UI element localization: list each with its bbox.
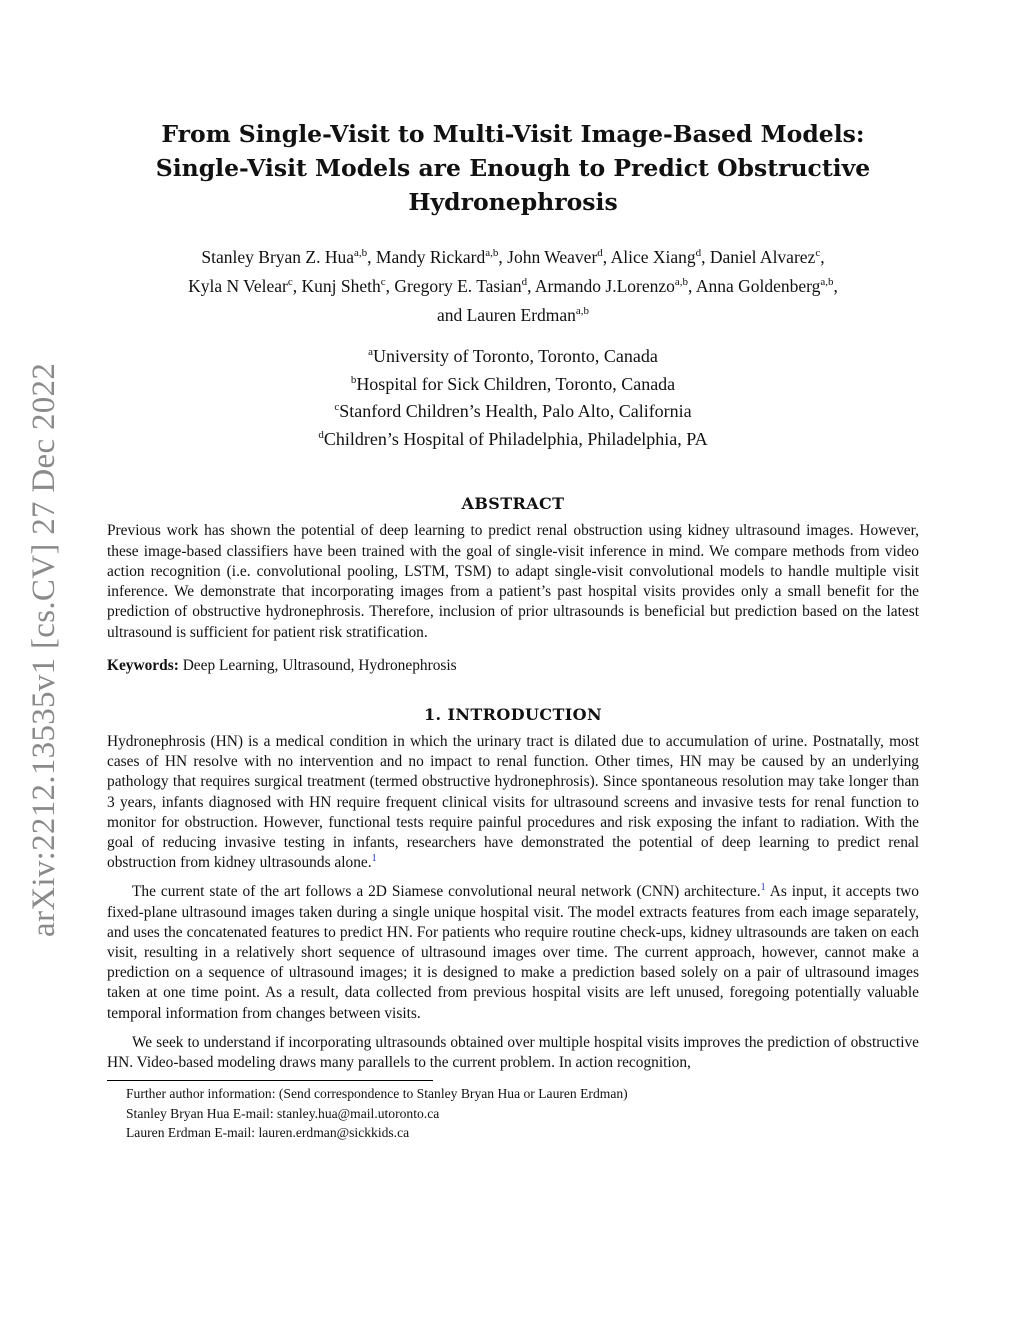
footnote: Lauren Erdman E-mail: lauren.erdman@sickkids.ca [126, 1125, 410, 1141]
footnote-divider [107, 1080, 433, 1081]
author-affiliation-mark: a,b [674, 275, 689, 288]
author-name: Gregory E. Tasian [394, 275, 522, 296]
affiliation-mark: a [368, 346, 374, 359]
abstract-heading: ABSTRACT [461, 494, 565, 514]
affiliation-text: University of Toronto, Toronto, Canada [373, 346, 658, 367]
affiliation-list [107, 341, 919, 451]
citation-link[interactable]: 1 [760, 882, 766, 894]
intro-paragraph-1 [107, 732, 919, 873]
author-affiliation-mark: a,b [485, 247, 499, 259]
author-affiliation-mark: d [521, 275, 528, 288]
author-affiliation-mark: a,b [575, 304, 590, 317]
author-name: Kyla N Velear [188, 275, 288, 296]
affiliation-mark: c [334, 401, 340, 414]
footnote: Further author information: (Send correspondence to Stanley Bryan Hua or Lauren Erdman) [126, 1086, 628, 1102]
introduction-heading: 1. INTRODUCTION [423, 704, 603, 724]
author-name: Anna Goldenberg [695, 275, 821, 296]
author-affiliation-mark: d [597, 247, 603, 259]
paper-title: From Single-Visit to Multi-Visit Image-Based Models: Single-Visit Models are Enough to Predict Obstructive Hydronephrosis [155, 120, 871, 216]
keywords-label: Keywords: [107, 656, 179, 674]
affiliation [107, 396, 919, 424]
paragraph-text: As input, it accepts two fixed-plane ultrasound images taken during a single unique hospital visit. The model extracts features from each image separately, and uses the concatenated features to predict HN. For patients who require routine check-ups, kidney ultrasounds are taken on each visit, resulting in a relatively short sequence of ultrasound images over time. The current approach, however, cannot make a prediction on a sequence of ultrasound images; it is designed to make a prediction based solely on a pair of ultrasound images taken at one time point. As a result, data collected from previous hospital visits are left unused, foregoing potentially valuable temporal information from changes between visits. [107, 883, 919, 1022]
author-affiliation-mark: a,b [820, 275, 834, 288]
author-affiliation-mark: d [695, 247, 702, 259]
author-affiliation-mark: c [815, 247, 821, 259]
author-name: John Weaver [507, 246, 598, 267]
author-line [107, 299, 919, 328]
author-line: Kyla N Velear$^c$, Kunj Sheth$^c$, Gregory E. Tasian$^d$, Armando J.Lorenzo$^{a,b}$, Anna Goldenberg$^{a,b}$, [188, 275, 838, 296]
author-affiliation-mark: c [287, 275, 293, 288]
paper-page [107, 117, 919, 1143]
intro-paragraph-3: We seek to understand if incorporating ultrasounds obtained over multiple hospital visits improves the prediction of obstructive HN. Video-based modeling draws many parallels to the current problem. In action recognition, [107, 1033, 919, 1071]
citation-link[interactable]: 1 [371, 853, 377, 864]
author-list [107, 241, 919, 327]
author-name: Daniel Alvarez [709, 246, 816, 267]
affiliation-text: Stanford Children’s Health, Palo Alto, California [339, 401, 692, 422]
intro-paragraph-2 [107, 882, 919, 1023]
footnote: Stanley Bryan Hua E-mail: stanley.hua@mail.utoronto.ca [126, 1105, 440, 1121]
arxiv-identifier: arXiv:2212.13535v1 [cs.CV] 27 Dec 2022 [26, 362, 62, 938]
affiliation [107, 341, 919, 369]
author-name: and Lauren Erdman [436, 304, 576, 325]
author-line: Stanley Bryan Z. Hua$^{a,b}$, Mandy Rickard$^{a,b}$, John Weaver$^d$, Alice Xiang$^d$, Daniel Alvarez$^c$, [201, 246, 825, 267]
author-affiliation-mark: c [380, 275, 386, 288]
author-name: Kunj Sheth [301, 275, 381, 296]
footnotes [107, 1084, 919, 1143]
affiliation-text: Children’s Hospital of Philadelphia, Philadelphia, PA [323, 428, 708, 449]
author-name: Mandy Rickard [375, 246, 486, 267]
author-name: Alice Xiang [610, 246, 696, 267]
affiliation [107, 424, 919, 452]
paragraph-text: The current state of the art follows a 2D Siamese convolutional neural network (CNN) architecture. [132, 883, 761, 901]
affiliation [107, 369, 919, 397]
author-affiliation-mark: a,b [354, 247, 368, 259]
paragraph-text: Hydronephrosis (HN) is a medical condition in which the urinary tract is dilated due to accumulation of urine. Postnatally, most cases of HN resolve with no intervention and no impact to renal function. Other times, HN may be caused by an underlying pathology that requires surgical treatment (termed obstructive hydronephrosis). Since spontaneous resolution may take longer than 3 years, infants diagnosed with HN require frequent clinical visits for ultrasound screens and invasive tests for renal function to monitor for obstruction. However, functional tests require painful procedures and risk exposing the infant to radiation. With the goal of reducing invasive testing in infants, researchers have demonstrated the potential of deep learning to predict renal obstruction from kidney ultrasounds alone. [107, 732, 919, 872]
affiliation-mark: b [350, 373, 357, 386]
keywords-list: Deep Learning, Ultrasound, Hydronephrosis [182, 656, 457, 674]
keywords [107, 656, 919, 676]
affiliation-mark: d [318, 428, 324, 441]
author-name: Armando J.Lorenzo [534, 275, 675, 296]
author-name: Stanley Bryan Z. Hua [201, 246, 355, 267]
affiliation-text: Hospital for Sick Children, Toronto, Canada [356, 373, 676, 394]
abstract-text: Previous work has shown the potential of deep learning to predict renal obstruction using kidney ultrasound images. However, these image-based classifiers have been trained with the goal of single-visit inference in mind. We compare methods from video action recognition (i.e. convolutional pooling, LSTM, TSM) to adapt single-visit convolutional models to handle multiple visit inference. We demonstrate that incorporating images from a patient’s past hospital visits provides only a small benefit for the prediction of obstructive hydronephrosis. Therefore, inclusion of prior ultrasounds is beneficial but prediction based on the latest ultrasound is sufficient for patient risk stratification. [107, 522, 919, 641]
